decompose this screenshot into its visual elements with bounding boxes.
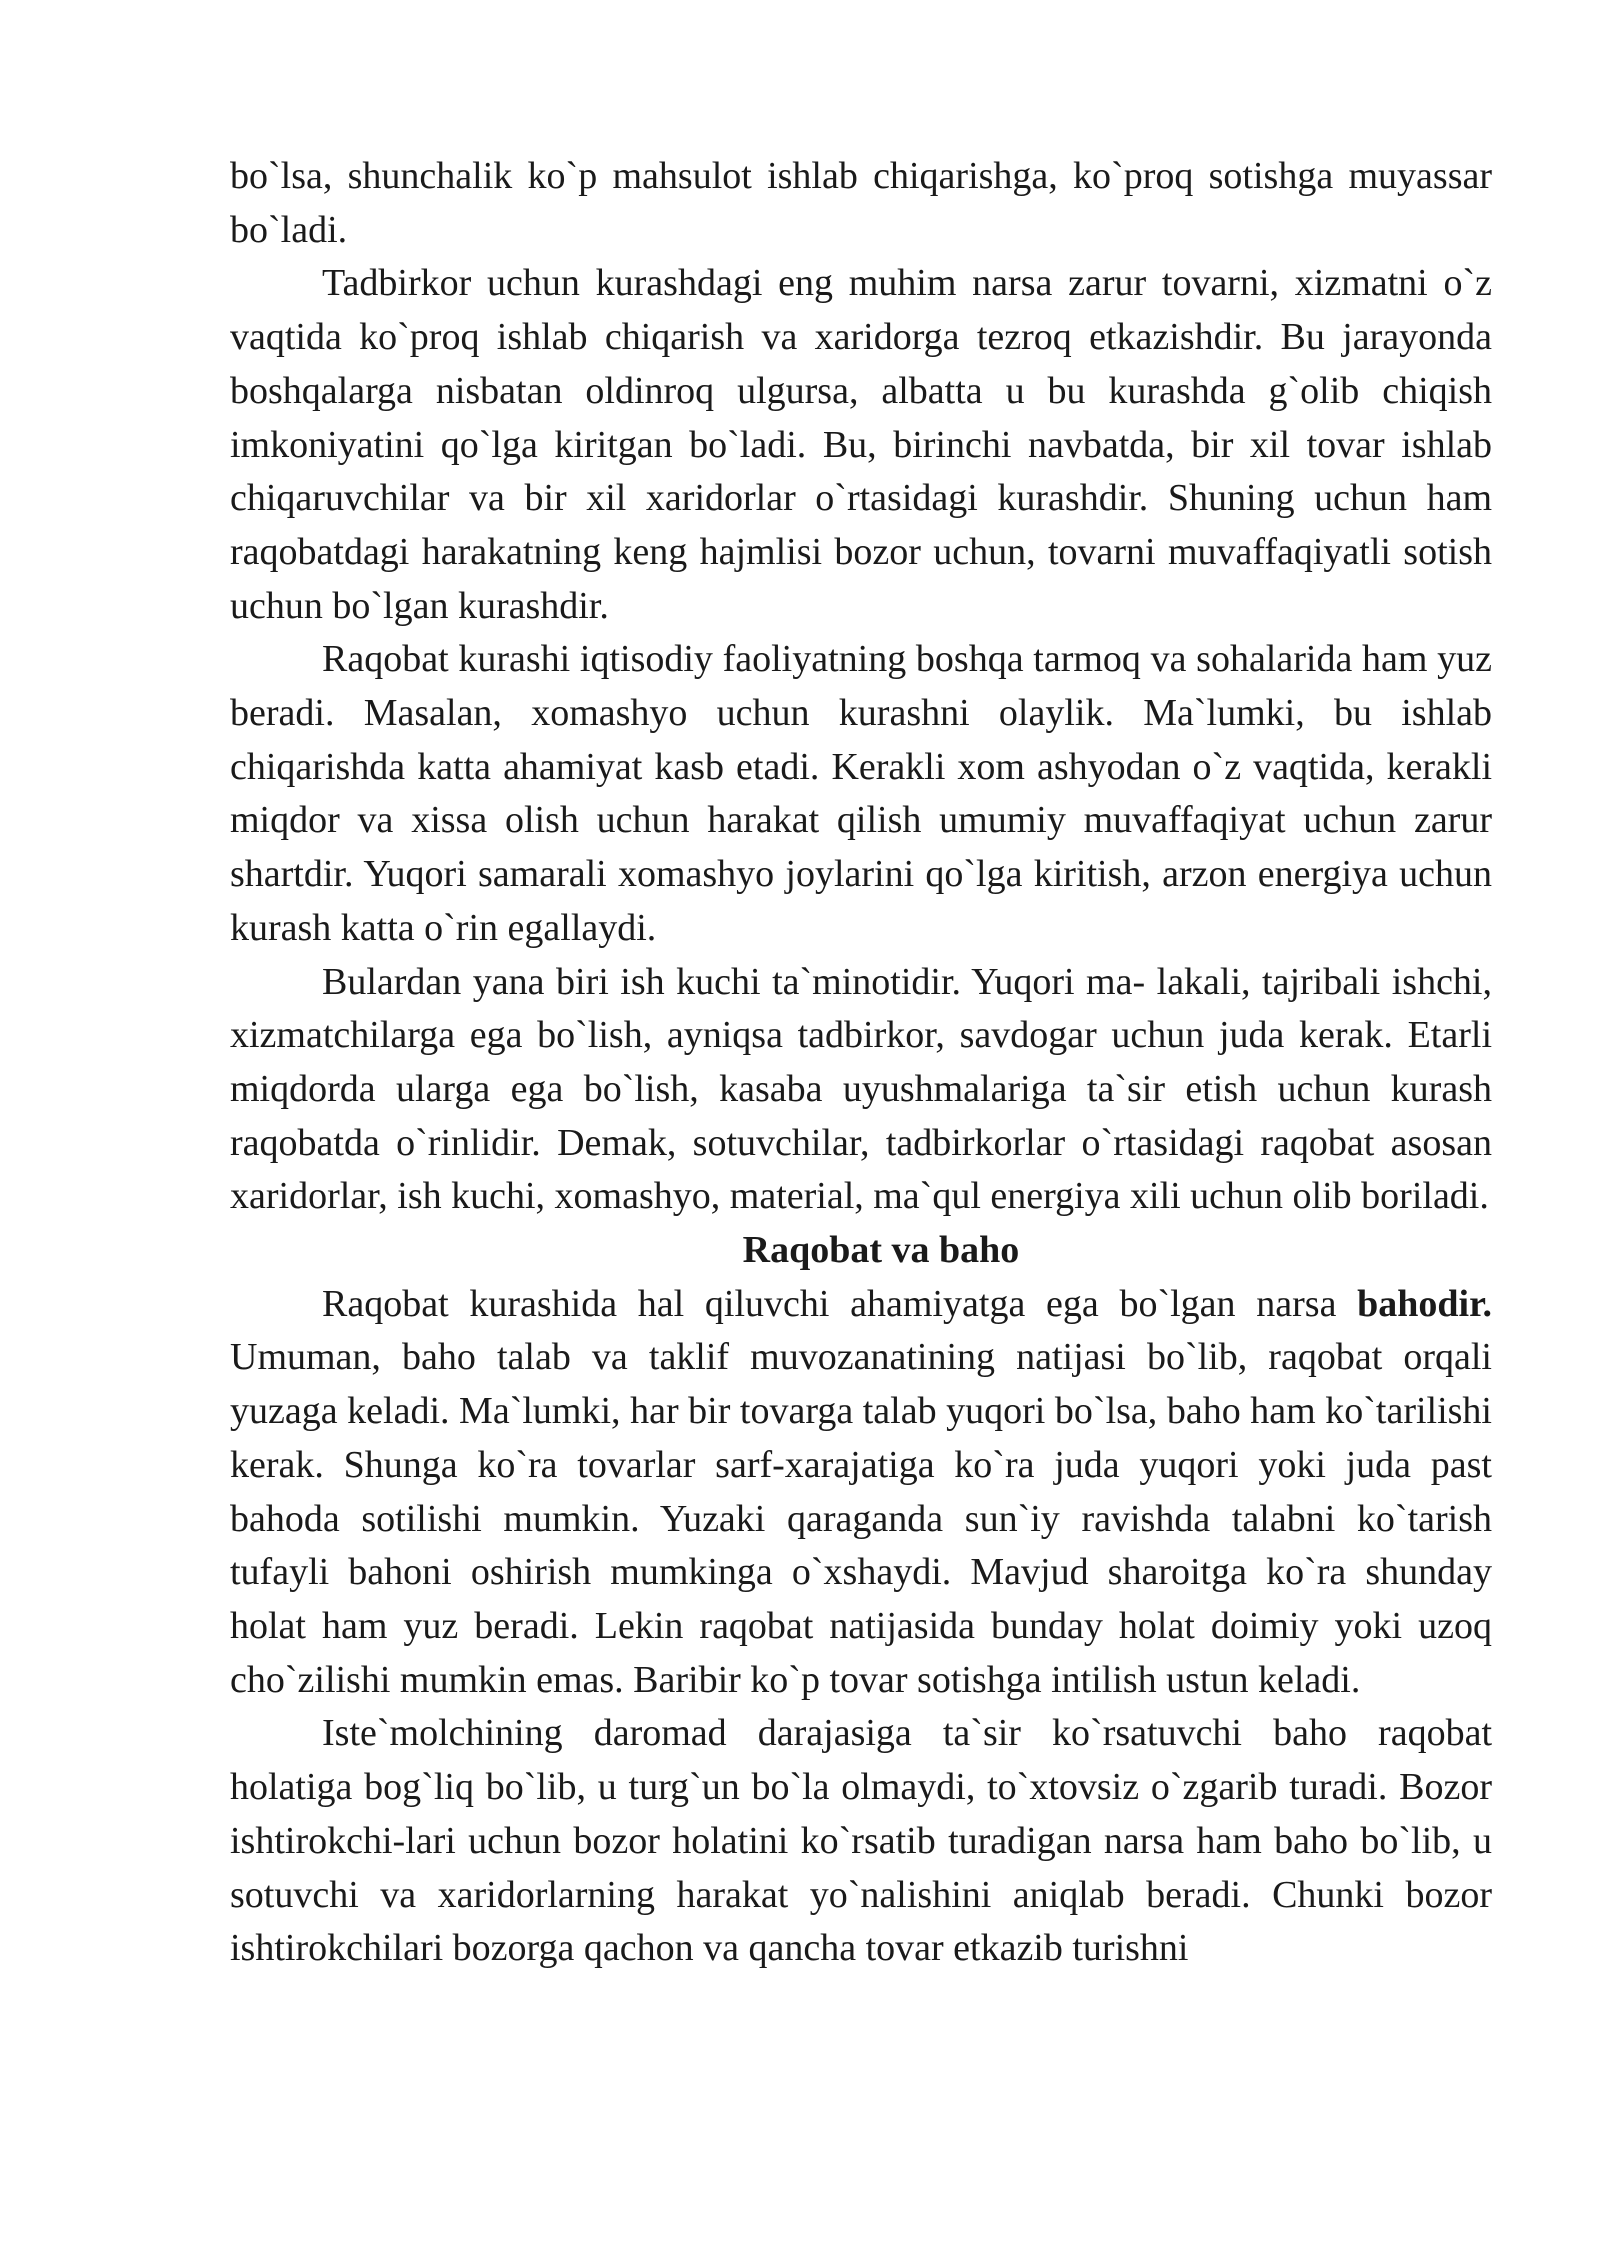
price-bold-term: bahodir.	[1357, 1282, 1492, 1325]
paragraph-consumer-income: Iste`molchining daromad darajasiga ta`sir ko`rsatuvchi baho raqobat holatiga bog`liq bo`lib, u turg`un bo`la olmaydi, to`xtovsiz o`zgarib turadi. Bozor ishtirokchi-lari uchun bozor holatini ko`rsatib turadigan narsa ham baho bo`lib, u sotuvchi va xaridorlarning harakat yo`nalishini aniqlab beradi. Chunki bozor ishtirokchilari bozorga qachon va qancha tovar etkazib turishni	[230, 1712, 1492, 1970]
paragraph-price-role	[230, 1278, 1492, 1708]
price-text-after: Umuman, baho talab va taklif muvozanatining natijasi bo`lib, raqobat orqali yuzaga keladi. Ma`lumki, har bir tovarga talab yuqori bo`lsa, baho ham ko`tarilishi kerak. Shunga ko`ra tovarlar sarf-xarajatiga ko`ra juda yuqori yoki juda past bahoda sotilishi mumkin. Yuzaki qaraganda sun`iy ravishda talabni ko`tarish tufayli bahoni oshirish mumkinga o`xshaydi. Mavjud sharoitga ko`ra shunday holat ham yuz beradi. Lekin raqobat natijasida bunday holat doimiy yoki uzoq cho`zilishi mumkin emas. Baribir ko`p tovar sotishga intilish ustun keladi.	[230, 1336, 1492, 1701]
price-text-before: Raqobat kurashida hal qiluvchi ahamiyatga ega bo`lgan narsa	[322, 1282, 1358, 1325]
paragraph-continuation: bo`lsa, shunchalik ko`p mahsulot ishlab chiqarishga, ko`proq sotishga muyassar bo`ladi.	[230, 155, 1492, 251]
section-heading: Raqobat va baho	[742, 1229, 1020, 1272]
paragraph-entrepreneur-struggle: Tadbirkor uchun kurashdagi eng muhim narsa zarur tovarni, xizmatni o`z vaqtida ko`proq ishlab chiqarish va xaridorga tezroq etkazishdir. Bu jarayonda boshqalarga nisbatan oldinroq ulgursa, albatta u bu kurashda g`olib chiqish imkoniyatini qo`lga kiritgan bo`ladi. Bu, birinchi navbatda, bir xil tovar ishlab chiqaruvchilar va bir xil xaridorlar o`rtasidagi kurashdir. Shuning uchun ham raqobatdagi harakatning keng hajmlisi bozor uchun, tovarni muvaffaqiyatli sotish uchun bo`lgan kurashdir.	[230, 262, 1492, 627]
paragraph-labor-supply: Bulardan yana biri ish kuchi ta`minotidir. Yuqori ma- lakali, tajribali ishchi, xizmatchilarga ega bo`lish, ayniqsa tadbirkor, savdogar uchun juda kerak. Etarli miqdorda ularga ega bo`lish, kasaba uyushmalariga ta`sir etish uchun kurash raqobatda o`rinlidir. Demak, sotuvchilar, tadbirkorlar o`rtasidagi raqobat asosan xaridorlar, ish kuchi, xomashyo, material, ma`qul energiya xili uchun olib boriladi.	[230, 960, 1492, 1218]
paragraph-competition-sectors: Raqobat kurashi iqtisodiy faoliyatning boshqa tarmoq va sohalarida ham yuz beradi. Masalan, xomashyo uchun kurashni olaylik. Ma`lumki, bu ishlab chiqarishda katta ahamiyat kasb etadi. Kerakli xom ashyodan o`z vaqtida, kerakli miqdor va xissa olish uchun harakat qilish umumiy muvaffaqiyat uchun zarur shartdir. Yuqori samarali xomashyo joylarini qo`lga kiritish, arzon energiya uchun kurash katta o`rin egallaydi.	[230, 638, 1492, 949]
document-page	[230, 150, 1492, 1976]
